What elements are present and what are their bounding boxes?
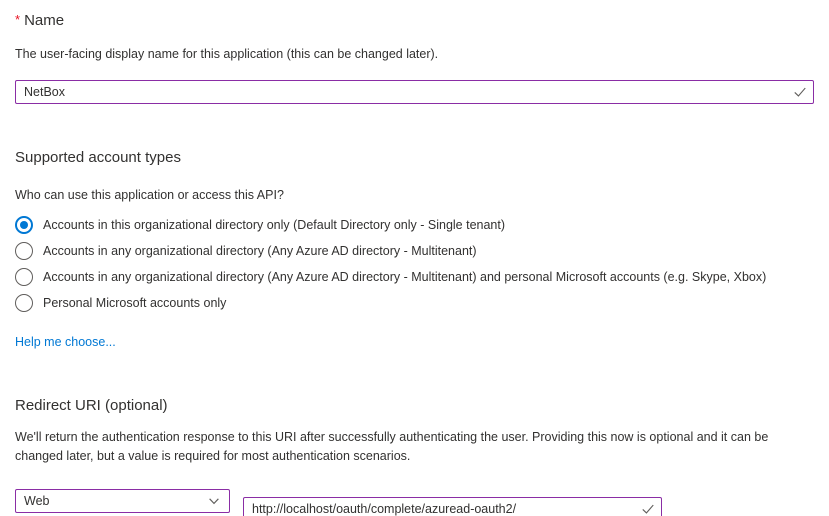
name-input-wrap: [15, 80, 814, 104]
platform-select-dropdown[interactable]: [15, 489, 230, 513]
radio-button-icon[interactable]: [15, 242, 33, 260]
name-input[interactable]: [15, 80, 814, 104]
name-section: [15, 10, 814, 104]
radio-option-label: Accounts in this organizational directory only (Default Directory only - Single tenant): [43, 218, 506, 232]
account-types-question: Who can use this application or access this API?: [15, 188, 284, 202]
name-section-title: [15, 10, 814, 31]
redirect-uri-description: We'll return the authentication response to this URI after successfully authenticating the user. Providing this now is optional and it can be changed later, but a value is required for most authentication scenarios.: [15, 430, 769, 463]
radio-option-label: Accounts in any organizational directory (Any Azure AD directory - Multitenant): [43, 244, 477, 258]
chevron-down-icon: [207, 494, 221, 508]
redirect-uri-input-wrap: [243, 497, 662, 516]
name-title-text: Name: [24, 12, 65, 29]
supported-account-types-section: [15, 148, 814, 351]
redirect-uri-controls: [15, 480, 814, 516]
radio-button-icon[interactable]: [15, 216, 33, 234]
redirect-uri-title: Redirect URI (optional): [15, 397, 168, 414]
redirect-uri-input[interactable]: [243, 497, 662, 516]
account-types-radio-group: [15, 212, 814, 316]
radio-option-label: Personal Microsoft accounts only: [43, 296, 227, 310]
name-description: The user-facing display name for this application (this can be changed later).: [15, 47, 439, 61]
redirect-uri-section: [15, 396, 814, 516]
help-me-choose-link[interactable]: Help me choose...: [15, 335, 116, 349]
required-asterisk: *: [15, 12, 21, 27]
radio-option-label: Accounts in any organizational directory (Any Azure AD directory - Multitenant) and personal Microsoft accounts (e.g. Skype, Xbox): [43, 270, 767, 284]
platform-select-value: Web: [24, 493, 50, 508]
radio-button-icon[interactable]: [15, 294, 33, 312]
radio-option-multitenant[interactable]: [15, 238, 814, 264]
radio-option-multitenant-personal[interactable]: [15, 264, 814, 290]
radio-option-personal-only[interactable]: [15, 290, 814, 316]
account-types-title: Supported account types: [15, 149, 181, 166]
radio-option-single-tenant[interactable]: [15, 212, 814, 238]
radio-button-icon[interactable]: [15, 268, 33, 286]
